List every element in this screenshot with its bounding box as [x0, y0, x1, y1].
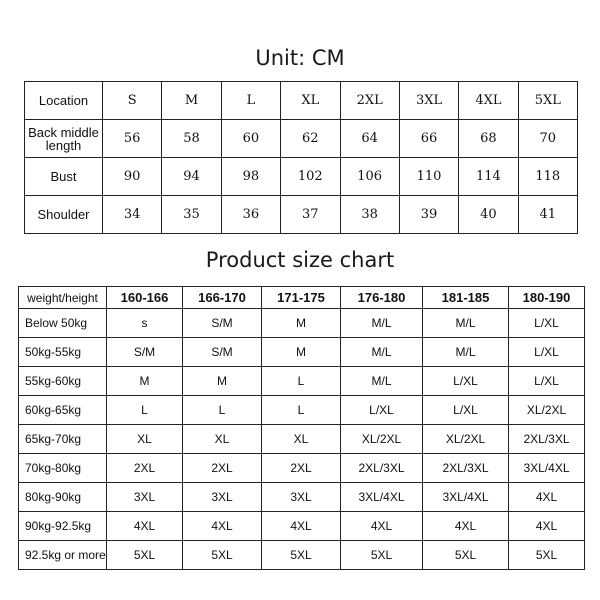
size-cell: XL — [183, 425, 262, 454]
size-header: S — [103, 82, 162, 120]
weight-range-label: 70kg-80kg — [19, 454, 107, 483]
size-chart-row — [19, 454, 585, 483]
size-cell: 3XL/4XL — [509, 454, 585, 483]
size-chart-row — [19, 512, 585, 541]
height-range-header: 171-175 — [262, 287, 341, 309]
size-cell: M/L — [341, 338, 423, 367]
weight-range-label: 92.5kg or more — [19, 541, 107, 570]
measurement-cell: 114 — [459, 158, 518, 196]
measurement-cell: 90 — [103, 158, 162, 196]
size-cell: M — [183, 367, 262, 396]
measurement-cell: 118 — [518, 158, 577, 196]
size-header: M — [162, 82, 221, 120]
size-chart-row — [19, 425, 585, 454]
measurement-cell: 40 — [459, 196, 518, 234]
measurement-cell: 94 — [162, 158, 221, 196]
size-cell: 5XL — [341, 541, 423, 570]
size-cell: 4XL — [341, 512, 423, 541]
size-cell: XL/2XL — [423, 425, 509, 454]
size-cell: M — [107, 367, 183, 396]
size-cell: s — [107, 309, 183, 338]
size-cell: XL/2XL — [509, 396, 585, 425]
size-cell: 4XL — [107, 512, 183, 541]
size-header: 3XL — [399, 82, 458, 120]
size-cell: 2XL/3XL — [423, 454, 509, 483]
size-cell: 3XL — [107, 483, 183, 512]
measurement-cell: 102 — [281, 158, 340, 196]
size-cell: M/L — [341, 367, 423, 396]
size-cell: M — [262, 338, 341, 367]
weight-height-header: weight/height — [19, 287, 107, 309]
measurement-cell: 37 — [281, 196, 340, 234]
size-cell: 5XL — [183, 541, 262, 570]
measurement-cell: 110 — [399, 158, 458, 196]
size-cell: M/L — [423, 338, 509, 367]
measurement-cell: 41 — [518, 196, 577, 234]
size-cell: 3XL — [262, 483, 341, 512]
size-cell: L/XL — [509, 309, 585, 338]
size-cell: L/XL — [509, 338, 585, 367]
size-chart-row — [19, 541, 585, 570]
measurement-cell: 64 — [340, 120, 399, 158]
size-cell: M/L — [341, 309, 423, 338]
size-cell: 3XL — [183, 483, 262, 512]
size-cell: L/XL — [509, 367, 585, 396]
height-range-header: 160-166 — [107, 287, 183, 309]
size-header: XL — [281, 82, 340, 120]
size-cell: 3XL/4XL — [341, 483, 423, 512]
size-cell: 2XL/3XL — [341, 454, 423, 483]
size-cell: XL — [107, 425, 183, 454]
weight-range-label: 55kg-60kg — [19, 367, 107, 396]
size-chart-row — [19, 309, 585, 338]
size-cell: S/M — [183, 309, 262, 338]
size-cell: 5XL — [107, 541, 183, 570]
measurement-cell: 56 — [103, 120, 162, 158]
size-header: L — [221, 82, 280, 120]
size-cell: 4XL — [183, 512, 262, 541]
measurement-table — [24, 81, 578, 234]
measurement-cell: 38 — [340, 196, 399, 234]
size-cell: L/XL — [423, 367, 509, 396]
weight-range-label: 65kg-70kg — [19, 425, 107, 454]
size-cell: L — [183, 396, 262, 425]
size-chart-header-row — [19, 287, 585, 309]
size-cell: 5XL — [262, 541, 341, 570]
size-cell: 5XL — [423, 541, 509, 570]
measurement-cell: 70 — [518, 120, 577, 158]
size-cell: 2XL — [107, 454, 183, 483]
size-cell: XL/2XL — [341, 425, 423, 454]
weight-range-label: 90kg-92.5kg — [19, 512, 107, 541]
row-label-bust: Bust — [25, 158, 103, 196]
size-cell: M/L — [423, 309, 509, 338]
measurement-cell: 34 — [103, 196, 162, 234]
measurement-cell: 106 — [340, 158, 399, 196]
size-cell: 5XL — [509, 541, 585, 570]
measurement-row-bust — [25, 158, 578, 196]
measurement-cell: 35 — [162, 196, 221, 234]
size-header: 5XL — [518, 82, 577, 120]
measurement-header-row — [25, 82, 578, 120]
size-chart-row — [19, 338, 585, 367]
size-cell: S/M — [107, 338, 183, 367]
measurement-cell: 66 — [399, 120, 458, 158]
size-cell: 4XL — [509, 483, 585, 512]
height-range-header: 181-185 — [423, 287, 509, 309]
size-cell: 2XL — [262, 454, 341, 483]
measurement-cell: 58 — [162, 120, 221, 158]
row-label-shoulder: Shoulder — [25, 196, 103, 234]
measurement-cell: 39 — [399, 196, 458, 234]
weight-range-label: 80kg-90kg — [19, 483, 107, 512]
height-range-header: 180-190 — [509, 287, 585, 309]
size-cell: 4XL — [262, 512, 341, 541]
size-cell: 2XL — [183, 454, 262, 483]
size-header: 2XL — [340, 82, 399, 120]
size-cell: L — [262, 396, 341, 425]
height-range-header: 176-180 — [341, 287, 423, 309]
weight-range-label: 50kg-55kg — [19, 338, 107, 367]
size-cell: L — [262, 367, 341, 396]
weight-range-label: 60kg-65kg — [19, 396, 107, 425]
measurement-cell: 98 — [221, 158, 280, 196]
size-chart-table — [18, 286, 585, 570]
measurement-row-shoulder — [25, 196, 578, 234]
measurement-cell: 62 — [281, 120, 340, 158]
size-cell: 2XL/3XL — [509, 425, 585, 454]
size-cell: S/M — [183, 338, 262, 367]
height-range-header: 166-170 — [183, 287, 262, 309]
measurement-cell: 36 — [221, 196, 280, 234]
weight-range-label: Below 50kg — [19, 309, 107, 338]
size-cell: 4XL — [423, 512, 509, 541]
size-chart-row — [19, 367, 585, 396]
size-cell: M — [262, 309, 341, 338]
location-header: Location — [25, 82, 103, 120]
measurement-cell: 68 — [459, 120, 518, 158]
size-header: 4XL — [459, 82, 518, 120]
size-cell: 4XL — [509, 512, 585, 541]
unit-title: Unit: CM — [255, 46, 345, 70]
size-cell: L — [107, 396, 183, 425]
size-chart-title: Product size chart — [205, 248, 395, 272]
measurement-row-back-length — [25, 120, 578, 158]
row-label-back-length: Back middle length — [25, 120, 103, 158]
size-cell: L/XL — [423, 396, 509, 425]
size-cell: 3XL/4XL — [423, 483, 509, 512]
size-chart-row — [19, 483, 585, 512]
size-cell: L/XL — [341, 396, 423, 425]
measurement-cell: 60 — [221, 120, 280, 158]
size-cell: XL — [262, 425, 341, 454]
size-chart-row — [19, 396, 585, 425]
